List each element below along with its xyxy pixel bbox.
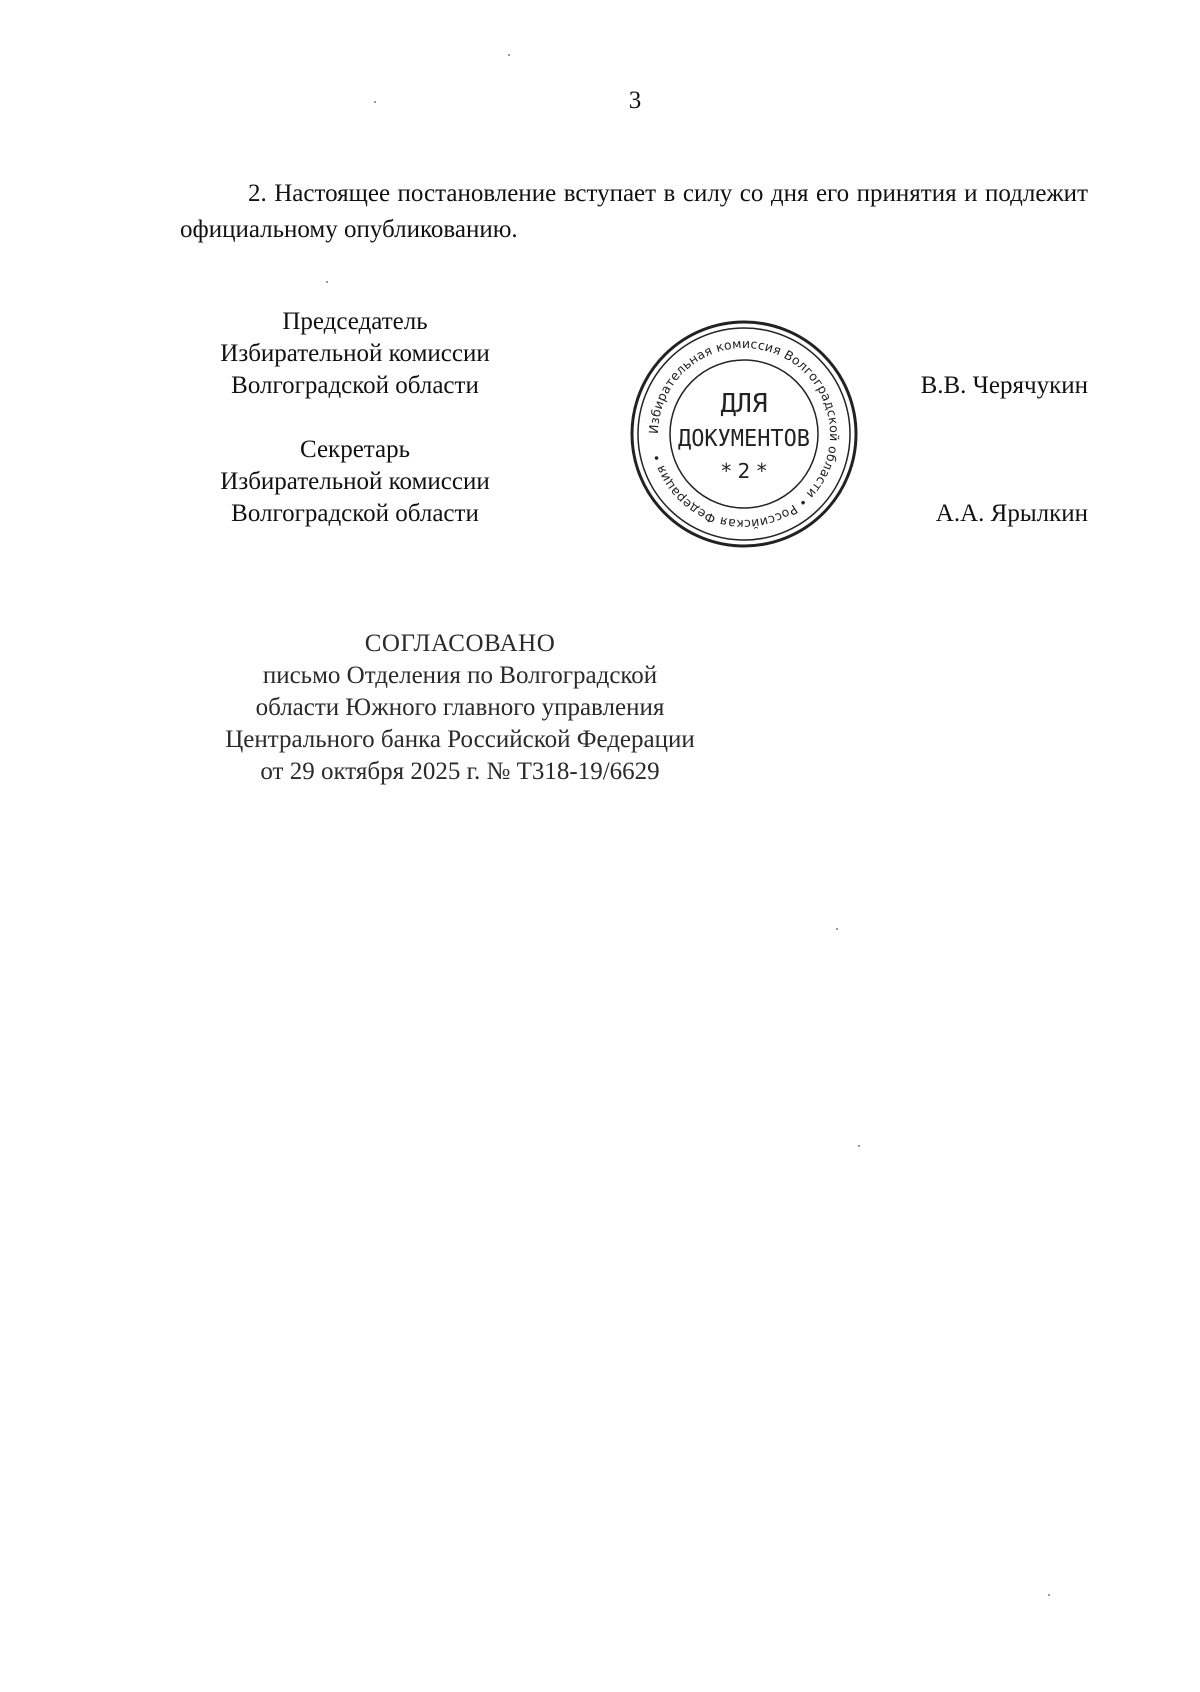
chair-name: В.В. Черячукин: [920, 372, 1088, 399]
page-number: 3: [628, 87, 642, 114]
secretary-title-line: Волгоградской области: [231, 500, 479, 527]
secretary-title-block: [150, 434, 560, 530]
scan-speck: [1048, 1594, 1050, 1596]
scan-speck: [836, 928, 838, 930]
approval-line: Центрального банка Российской Федерации: [225, 726, 695, 753]
official-seal-stamp: [626, 316, 862, 552]
seal-center-line-2: ДОКУМЕНТОВ: [678, 426, 810, 452]
secretary-title-line: Секретарь: [299, 436, 411, 463]
seal-center-number: * 2 *: [721, 459, 767, 483]
scan-speck: [374, 101, 376, 103]
approval-line: области Южного главного управления: [255, 694, 665, 721]
chair-title-block: [150, 306, 560, 402]
seal-center-line-1: ДЛЯ: [720, 389, 768, 419]
approval-line: письмо Отделения по Волгоградской: [262, 662, 658, 689]
seal-graphic: [626, 316, 862, 552]
chair-title-line: Избирательной комиссии: [220, 340, 490, 367]
chair-title-line: Волгоградской области: [231, 372, 479, 399]
approval-line: от 29 октября 2025 г. № Т318-19/6629: [260, 758, 660, 785]
approval-heading: СОГЛАСОВАНО: [364, 630, 556, 657]
secretary-title-line: Избирательной комиссии: [220, 468, 490, 495]
scan-speck: [326, 281, 328, 283]
scan-speck: [858, 1145, 860, 1147]
seal-ring-text: Избирательная комиссия Волгоградской области • Российская Федерация •: [645, 335, 843, 533]
chair-title-line: Председатель: [282, 308, 428, 335]
secretary-name: А.А. Ярылкин: [935, 500, 1088, 527]
approval-block: [160, 628, 760, 788]
scan-speck: [508, 54, 510, 56]
clause-paragraph: 2. Настоящее постановление вступает в силу со дня его принятия и подлежит официальному опубликованию.: [180, 180, 1088, 243]
